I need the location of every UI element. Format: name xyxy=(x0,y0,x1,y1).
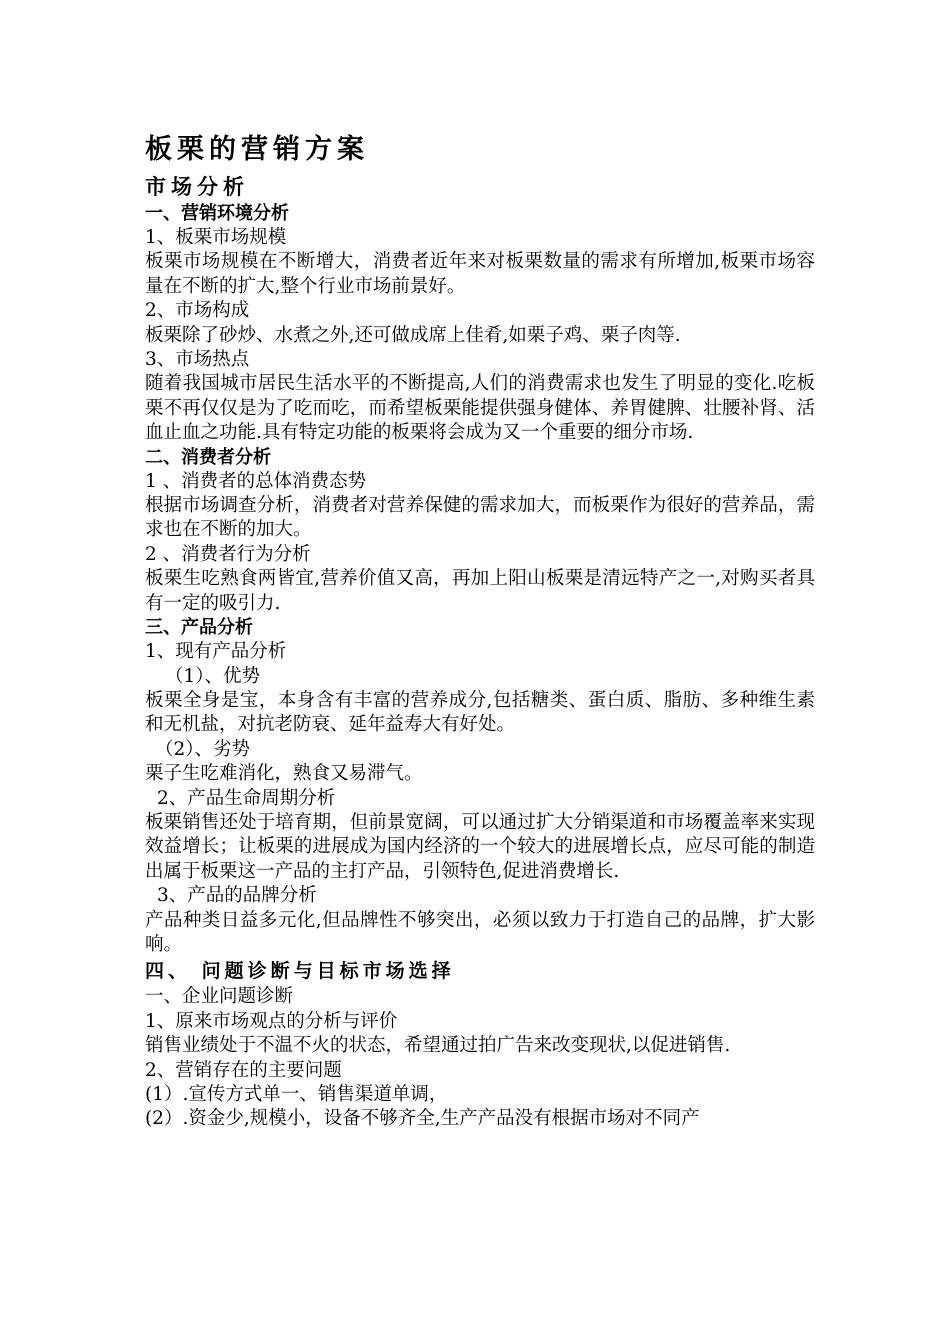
subsection-heading: 1 、消费者的总体消费态势 xyxy=(145,470,367,492)
paragraph: 板栗生吃熟食两皆宜,营养价值又高，再加上阳山板栗是清远特产之一,对购买者具有一定的吸引力. xyxy=(145,568,815,614)
paragraph: 销售业绩处于不温不火的状态，希望通过拍广告来改变现状,以促进销售. xyxy=(145,1035,731,1057)
document-page xyxy=(145,128,815,1132)
section-heading-2: 二、消费者分析 xyxy=(145,446,271,468)
subsection-heading: 1、现有产品分析 xyxy=(145,641,287,663)
paragraph: 板栗市场规模在不断增大，消费者近年来对板栗数量的需求有所增加,板栗市场容量在不断的扩大,整个行业市场前景好。 xyxy=(145,251,815,297)
paragraph: 根据市场调查分析，消费者对营养保健的需求加大，而板栗作为很好的营养品，需求也在不断的加大。 xyxy=(145,495,815,541)
subsection-heading: 一、企业问题诊断 xyxy=(145,986,294,1008)
subsection-heading: 3、市场热点 xyxy=(145,349,250,371)
paragraph: 栗子生吃难消化，熟食又易滞气。 xyxy=(145,763,423,785)
subsection-heading: 2、产品生命周期分析 xyxy=(157,787,336,809)
sub-subsection-heading: （1）、优势 xyxy=(165,665,261,687)
paragraph: 板栗全身是宝，本身含有丰富的营养成分,包括糖类、蛋白质、脂肪、多种维生素和无机盐，对抗老防衰、延年益寿大有好处。 xyxy=(145,689,815,736)
paragraph: 板栗销售还处于培育期，但前景宽阔，可以通过扩大分销渠道和市场覆盖率来实现效益增长；让板栗的进展成为国内经济的一个较大的进展增长点，应尽可能的制造出属于板栗这一产品的主打产品，引领特色,促进消费增长. xyxy=(145,811,815,882)
subsection-heading: 1、原来市场观点的分析与评价 xyxy=(145,1010,398,1032)
section-heading-1: 一、营销环境分析 xyxy=(145,203,289,224)
section-heading-4: 四、 问题诊断与目标市场选择 xyxy=(145,960,455,983)
paragraph: 板栗除了砂炒、水煮之外,还可做成席上佳肴,如栗子鸡、栗子肉等. xyxy=(145,324,681,346)
document-title: 板栗的营销方案 xyxy=(145,134,369,165)
list-item: (2）.资金少,规模小，设备不够齐全,生产产品没有根据市场对不同产 xyxy=(145,1108,700,1130)
sub-subsection-heading: （2）、劣势 xyxy=(155,738,251,760)
section-heading-3: 三、产品分析 xyxy=(145,617,253,639)
subsection-heading: 2、营销存在的主要问题 xyxy=(145,1059,342,1081)
subsection-heading: 1、板栗市场规模 xyxy=(145,227,287,248)
subsection-heading: 2 、消费者行为分析 xyxy=(145,543,311,565)
document-subtitle: 市场分析 xyxy=(145,175,249,199)
paragraph: 随着我国城市居民生活水平的不断提高,人们的消费需求也发生了明显的变化.吃板栗不再仅仅是为了吃而吃，而希望板栗能提供强身健体、养胃健脾、壮腰补肾、活血止血之功能.具有特定功能的板栗将会成为又一个重要的细分市场. xyxy=(145,373,815,444)
list-item: (1）.宣传方式单一、销售渠道单调， xyxy=(145,1084,448,1105)
subsection-heading: 2、市场构成 xyxy=(145,300,250,322)
paragraph: 产品种类日益多元化,但品牌性不够突出，必须以致力于打造自己的品牌，扩大影响。 xyxy=(145,909,815,955)
subsection-heading: 3、产品的品牌分析 xyxy=(157,885,317,907)
